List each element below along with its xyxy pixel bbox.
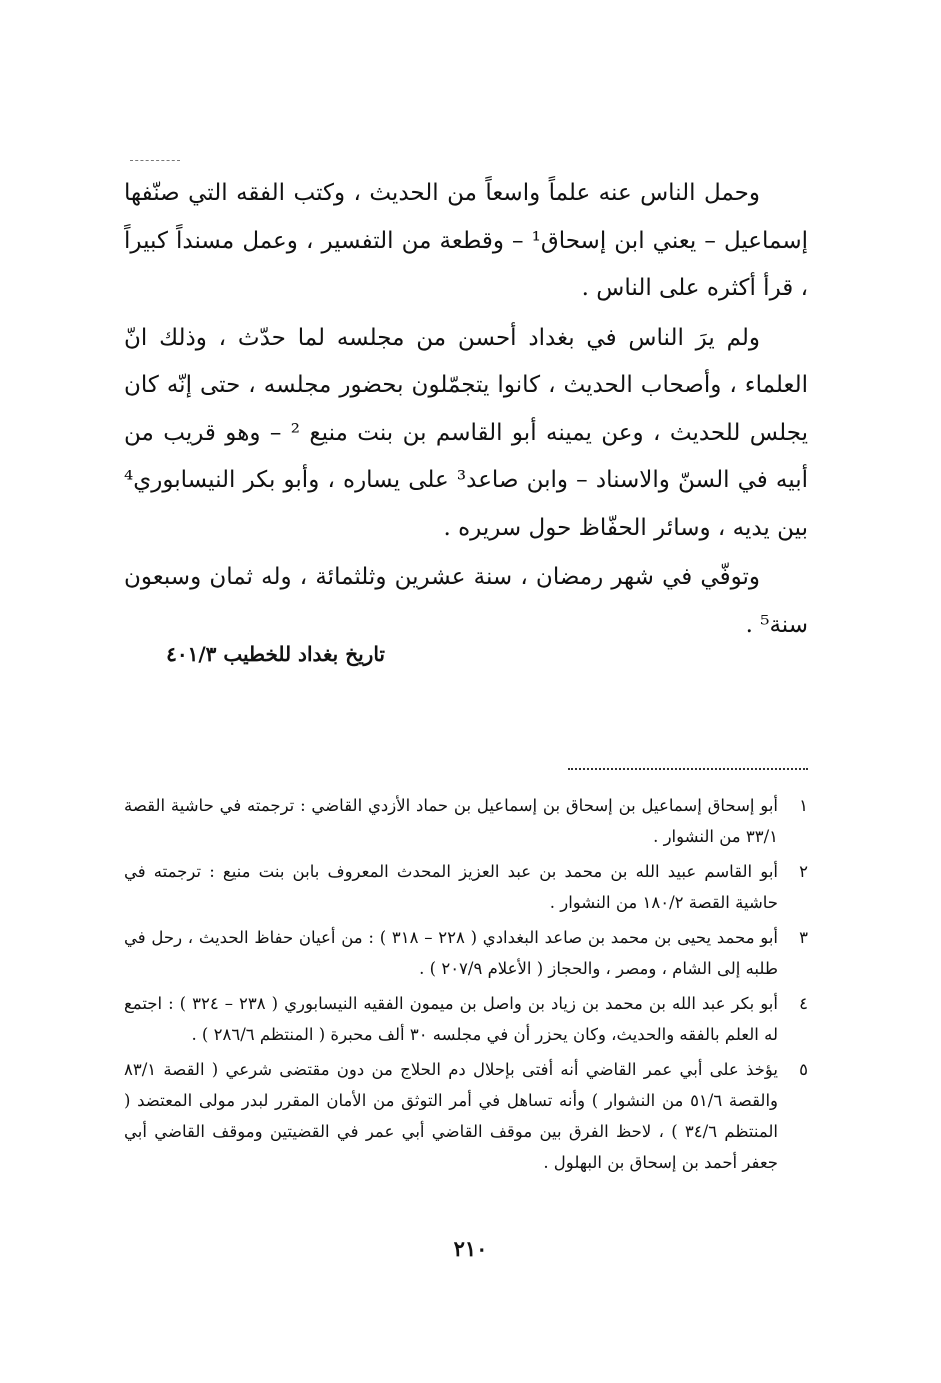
- paragraph-3: وتوفّي في شهر رمضان ، سنة عشرين وثلثمائة ، وله ثمان وسبعون سنة⁵ .: [124, 564, 808, 638]
- main-text-block: [124, 170, 808, 649]
- footnote-text: أبو محمد يحيى بن محمد بن صاعد البغدادي ( ٢٢٨ – ٣١٨ ) : من أعيان حفاظ الحديث ، رحل في طلبه إلى الشام ، ومصر ، والحجاز ( الأعلام ٢٠٧/٩ ) .: [124, 928, 778, 978]
- footnote-text: يؤخذ على أبي عمر القاضي أنه أفتى بإحلال دم الحلاج من دون مقتضى شرعي ( القصة ٨٣/١ والقصة ٥١/٦ من النشوار ) وأنه تساهل في أمر التوثق من الأمان المقرر لبدر مولى المعتضد ( المنتظم ٣٤/٦ ) ، لاحظ الفرق بين موقف القاضي أبي عمر في القضيتين وموقف القاضي أبي جعفر أحمد بن إسحاق بن البهلول .: [124, 1060, 778, 1172]
- footnotes-section: [124, 790, 808, 1182]
- footnote-4: [124, 988, 808, 1050]
- paragraph-2: ولم يرَ الناس في بغداد أحسن من مجلسه لما حدّث ، وذلك انّ العلماء ، وأصحاب الحديث ، كانوا يتجمّلون بحضور مجلسه ، حتى إنّه كان يجلس للحديث ، وعن يمينه أبو القاسم بن بنت منيع ² – وهو قريب من أبيه في السنّ والاسناد – وابن صاعد³ على يساره ، وأبو بكر النيسابوري⁴ بين يديه ، وسائر الحفّاظ حول سريره .: [124, 324, 808, 541]
- footnote-number: ٤: [799, 994, 808, 1013]
- footnote-text: أبو بكر عبد الله بن محمد بن زياد بن واصل بن ميمون الفقيه النيسابوري ( ٢٣٨ – ٣٢٤ ) : اجتمع له العلم بالفقه والحديث، وكان يحزر أن في مجلسه ٣٠ ألف محبرة ( المنتظم ٢٨٦/٦ ) .: [124, 994, 778, 1044]
- footnote-1: [124, 790, 808, 852]
- source-citation: تاريخ بغداد للخطيب ٤٠١/٣: [166, 642, 385, 666]
- footnote-2: [124, 856, 808, 918]
- footnote-number: ١: [799, 796, 808, 815]
- footnote-number: ٣: [799, 928, 808, 947]
- page-number: ٢١٠: [453, 1236, 488, 1261]
- footnote-text: أبو إسحاق إسماعيل بن إسحاق بن إسماعيل بن حماد الأزدي القاضي : ترجمته في حاشية القصة ٣٣/١ من النشوار .: [124, 796, 778, 846]
- paragraph-1: وحمل الناس عنه علماً واسعاً من الحديث ، وكتب الفقه التي صنّفها إسماعيل – يعني ابن إسحاق¹ – وقطعة من التفسير ، وعمل مسنداً كبيراً ، قرأ أكثره على الناس .: [124, 180, 808, 301]
- footnote-3: [124, 922, 808, 984]
- top-dash-mark: [130, 160, 180, 161]
- footnote-number: ٢: [799, 862, 808, 881]
- footnote-text: أبو القاسم عبيد الله بن محمد بن عبد العزيز المحدث المعروف بابن بنت منيع : ترجمته في حاشية القصة ١٨٠/٢ من النشوار .: [124, 862, 778, 912]
- footnote-5: [124, 1054, 808, 1178]
- footnote-number: ٥: [799, 1060, 808, 1079]
- footnote-separator: [568, 768, 808, 770]
